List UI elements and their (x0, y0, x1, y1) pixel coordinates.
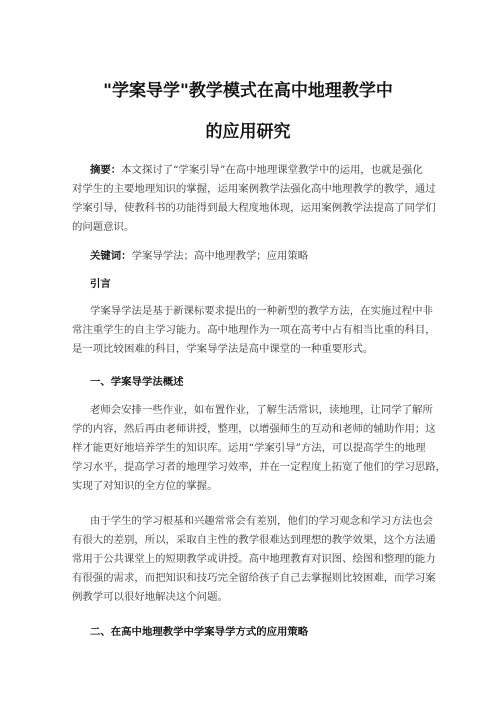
section-1-p1-line-2: 学的内容，然后再由老师讲授，整理，以增强师生的互动和老师的辅助作用；这 (72, 423, 436, 435)
keywords-label: 关键词： (90, 250, 132, 262)
keywords-line (90, 249, 308, 263)
section-1-p1-line-5: 实现了对知识的全方位的掌握。 (72, 480, 218, 492)
section-1-p1-line-4: 学习水平，提高学习者的地理学习效率，并在一定程度上拓宽了他们的学习思路， (72, 461, 447, 473)
section-1-p2-line-2: 有很大的差别，所以，采取自主性的教学很难达到理想的教学效果，这个方法通 (72, 534, 436, 546)
section-1-p1-line-3: 样才能更好地培养学生的知识库。运用“学案引导”方法，可以提高学生的地理 (72, 442, 426, 454)
section-2-heading: 二、在高中地理教学中学案导学方式的应用策略 (90, 626, 309, 638)
document-title-line-2: 的应用研究 (205, 122, 291, 142)
abstract-line-4: 的问题意识。 (72, 221, 135, 233)
document-title-line-1: "学案导学"教学模式在高中地理教学中 (103, 81, 393, 101)
section-1-p2-line-5: 例教学可以很好地解决这个问题。 (72, 591, 228, 603)
abstract-text-1: 本文探讨了“学案引导”在高中地理课堂教学中的运用，也就是强化 (121, 164, 423, 176)
section-1-p1-line-1: 老师会安排一些作业，如布置作业，了解生活常识，读地理，让同学了解所 (90, 404, 433, 416)
abstract-line-1 (90, 163, 423, 177)
section-1-p2-line-1: 由于学生的学习根基和兴趣常常会有差别，他们的学习观念和学习方法也会 (90, 515, 433, 527)
section-1-p2-line-4: 有很强的需求，而把知识和技巧完全留给孩子自己去掌握则比较困难，而学习案 (72, 572, 436, 584)
intro-line-3: 是一项比较困难的科目，学案导学法是高中课堂的一种重要形式。 (72, 343, 374, 355)
abstract-label: 摘要： (90, 164, 122, 176)
abstract-line-3: 学案引导，使教科书的功能得到最大程度地体现，运用案例教学法提高了同学们 (72, 202, 436, 214)
section-1-p2-line-3: 常用于公共课堂上的短期教学或讲授。高中地理教育对识图、绘图和整理的能力 (72, 553, 436, 565)
section-1-heading: 一、学案导学法概述 (90, 376, 184, 388)
intro-heading: 引言 (90, 278, 111, 290)
abstract-line-2: 对学生的主要地理知识的掌握，运用案例教学法强化高中地理教学的教学，通过 (72, 183, 436, 195)
keywords-text: 学案导学法；高中地理教学；应用策略 (131, 250, 309, 262)
intro-line-1: 学案导学法是基于新课标要求提出的一种新型的教学方法，在实施过程中非 (90, 305, 433, 317)
intro-line-2: 常注重学生的自主学习能力。高中地理作为一项在高考中占有相当比重的科目， (72, 324, 436, 336)
